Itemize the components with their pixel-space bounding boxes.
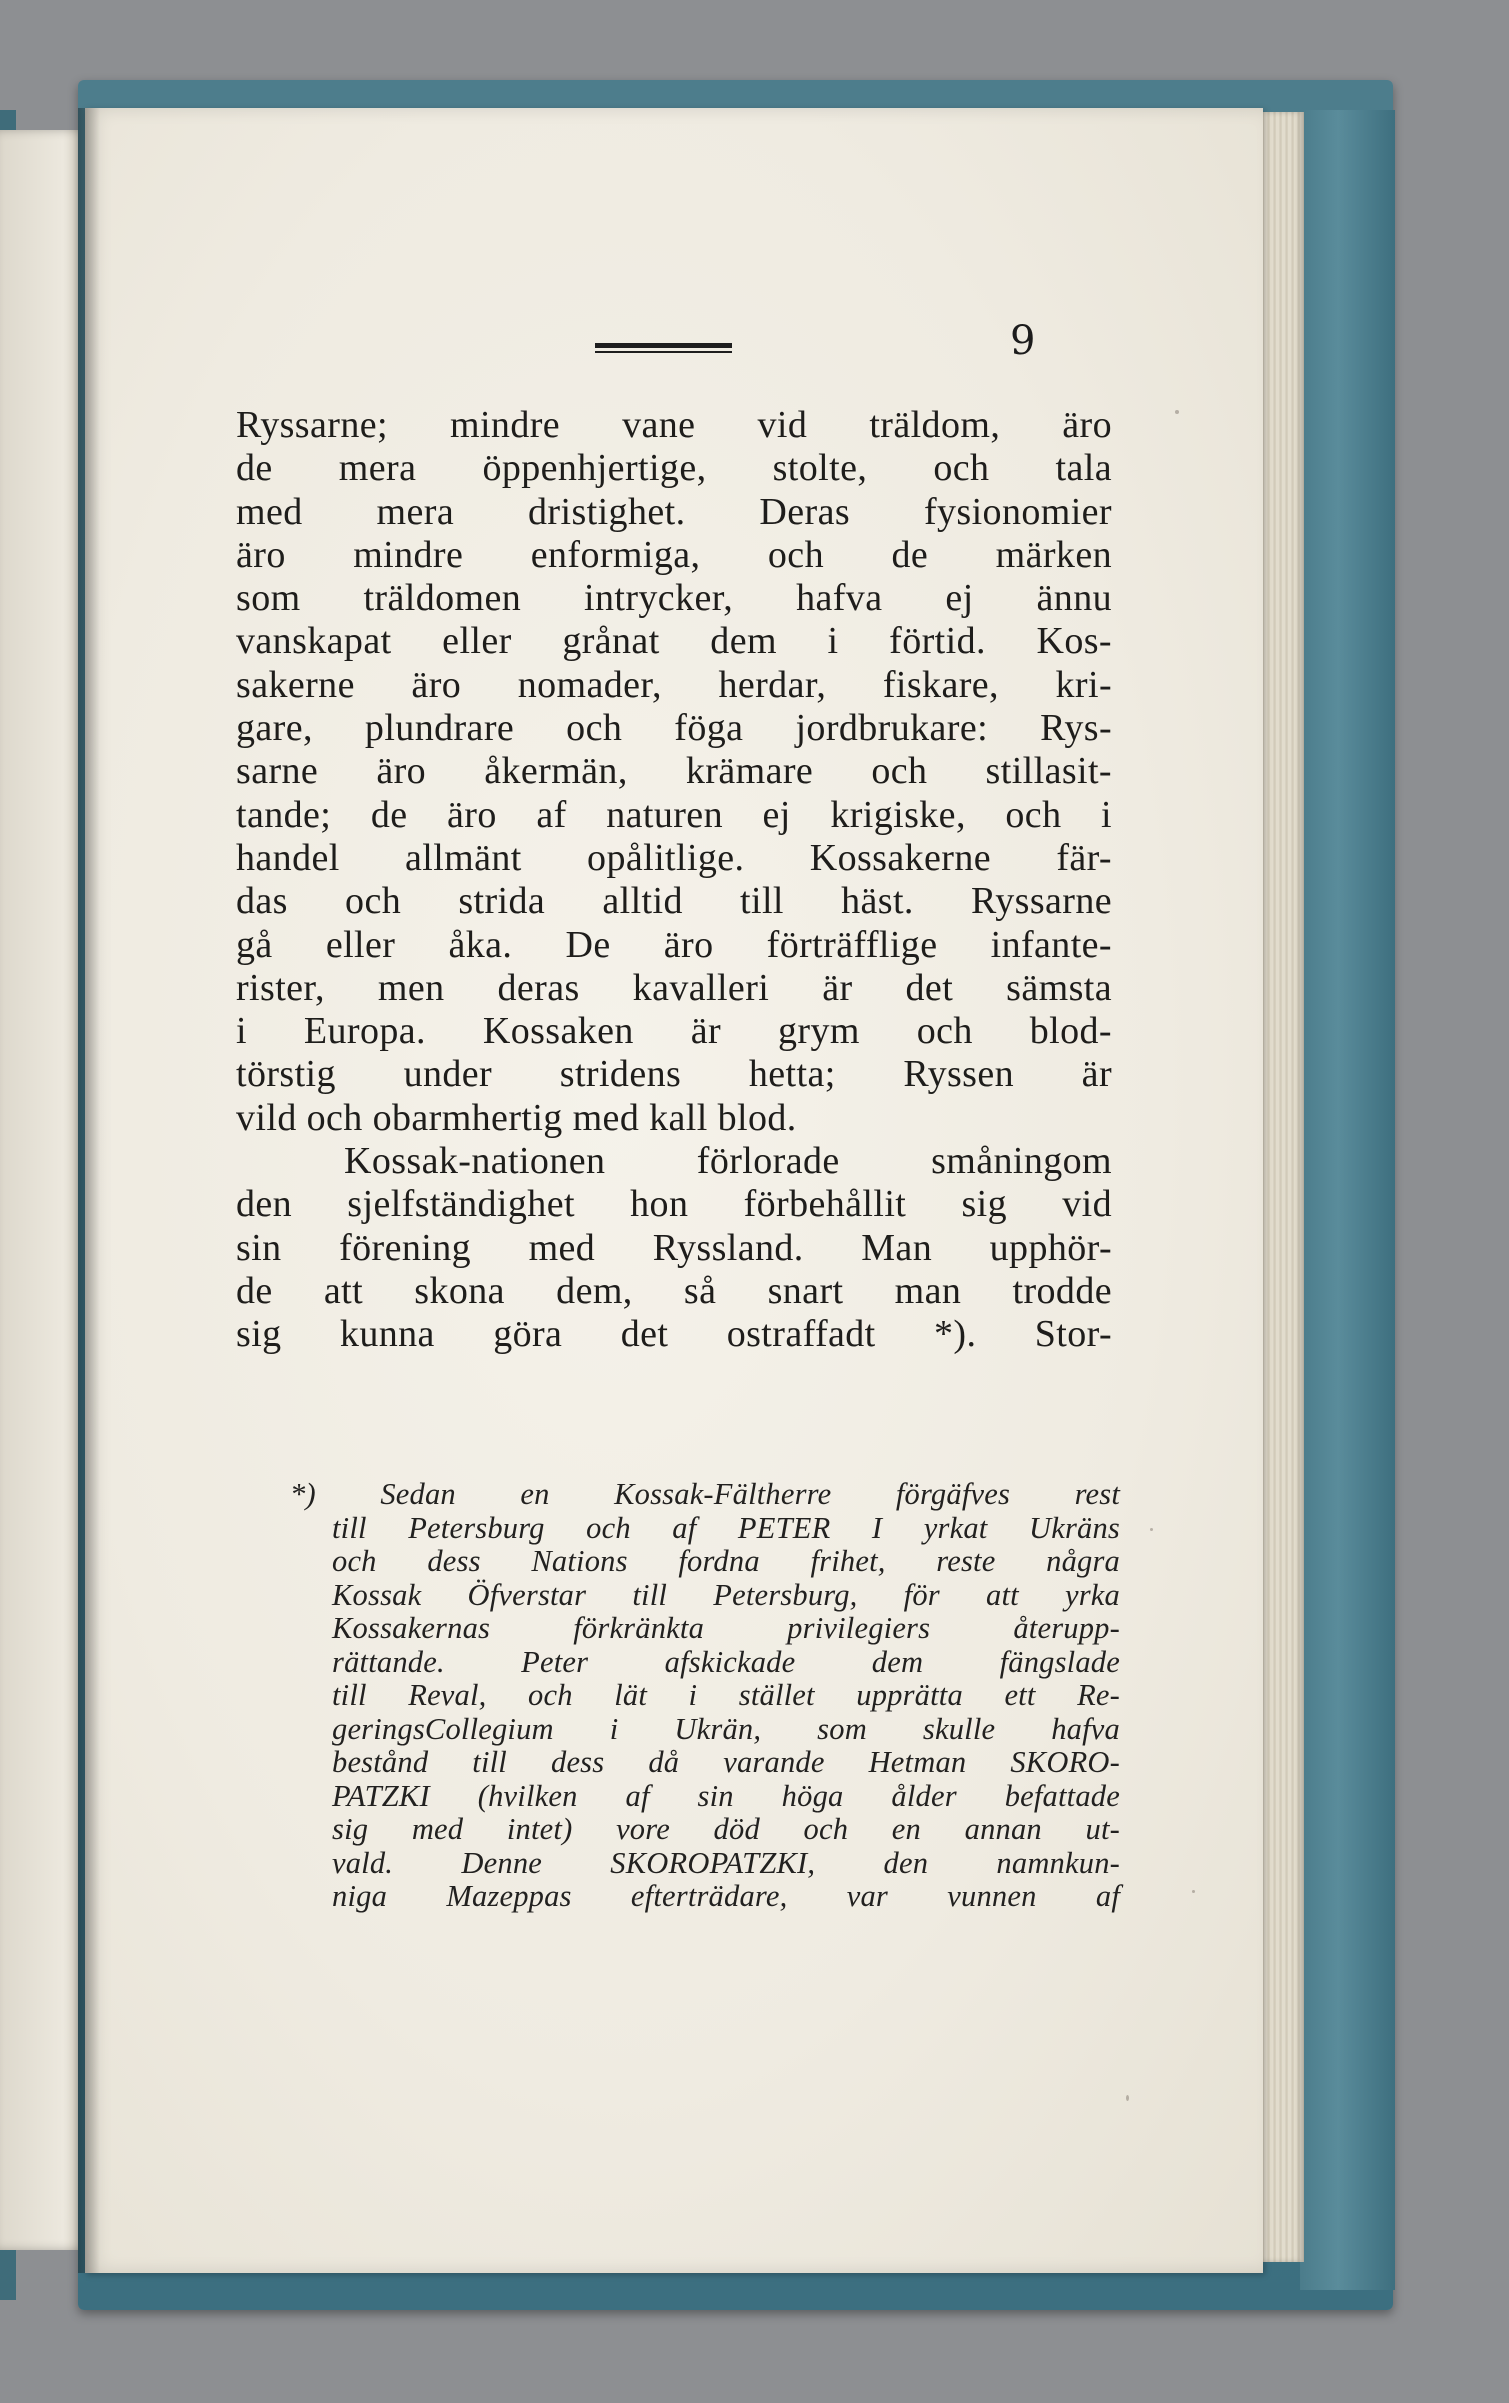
body-line: äro mindre enformiga, och de märken [236,533,1112,576]
footnote-line: Kossakernas förkränkta privilegiers återupp- [332,1611,1120,1645]
body-line: som träldomen intrycker, hafva ej ännu [236,577,1112,620]
body-line: törstig under stridens hetta; Ryssen är [236,1053,1112,1096]
body-line: den sjelfständighet hon förbehållit sig vid [236,1183,1112,1226]
previous-page-edge [0,130,90,2250]
footnote-line: geringsCollegium i Ukrän, som skulle hafva [332,1711,1120,1746]
footnote-line: till Petersburg och af PETER I yrkat Ukräns [332,1510,1120,1545]
footnote-line: Kossak Öfverstar till Petersburg, för att yrka [332,1577,1120,1612]
paper-speck [1126,2095,1129,2101]
body-line: i Europa. Kossaken är grym och blod- [236,1010,1112,1053]
body-line: med mera dristighet. Deras fysionomier [236,490,1112,533]
page-number: 9 [1010,318,1036,364]
body-line: sig kunna göra det ostraffadt *). Stor- [236,1313,1112,1356]
footnote-line: till Reval, och lät i stället upprätta ett Re- [332,1678,1120,1712]
footnote [250,1478,1120,1914]
body-line: Ryssarne; mindre vane vid träldom, äro [236,404,1112,446]
body-line: Kossak-nationen förlorade småningom [344,1140,1112,1183]
body-line: de att skona dem, så snart man trodde [236,1269,1112,1312]
body-line: vanskapat eller grånat dem i förtid. Kos- [236,620,1112,663]
paper-speck [1175,410,1179,414]
body-line: gå eller åka. De äro förträfflige infante- [236,923,1112,966]
footnote-line: rättande. Peter afskickade dem fängslade [332,1644,1120,1679]
footnote-line: och dess Nations fordna frihet, reste några [332,1544,1120,1578]
page-block-edge [1258,112,1304,2262]
footnote-line: bestånd till dess då varande Hetman SKORO- [332,1745,1120,1779]
body-line: vild och obarmhertig med kall blod. [236,1096,797,1139]
footnote-line: sig med intet) vore död och en annan ut- [332,1812,1120,1846]
body-line: tande; de äro af naturen ej krigiske, och i [236,793,1112,836]
body-text [236,404,1112,1357]
footnote-line: *) Sedan en Kossak-Fältherre förgäfves rest [290,1477,1120,1511]
body-line: sakerne äro nomader, herdar, fiskare, kri- [236,663,1112,706]
header-rule [595,343,732,353]
footnote-line: vald. Denne SKOROPATZKI, den namnkun- [332,1845,1120,1880]
body-line: handel allmänt opålitlige. Kossakerne fär- [236,836,1112,879]
body-line: sarne äro åkermän, krämare och stillasit- [236,750,1112,793]
body-line: sin förening med Ryssland. Man upphör- [236,1226,1112,1269]
body-line: rister, men deras kavalleri är det sämsta [236,966,1112,1009]
body-line: gare, plundrare och föga jordbrukare: Rys- [236,707,1112,750]
footnote-line: niga Mazeppas efterträdare, var vunnen af [332,1879,1120,1913]
cover-right-edge [1300,110,1395,2290]
body-line: das och strida alltid till häst. Ryssarne [236,880,1112,923]
footnote-line: PATZKI (hvilken af sin höga ålder befattade [332,1778,1120,1813]
paper-speck [1192,1890,1195,1893]
paper-speck [1150,1528,1153,1531]
gutter-shadow [78,108,100,2273]
body-line: de mera öppenhjertige, stolte, och tala [236,447,1112,490]
